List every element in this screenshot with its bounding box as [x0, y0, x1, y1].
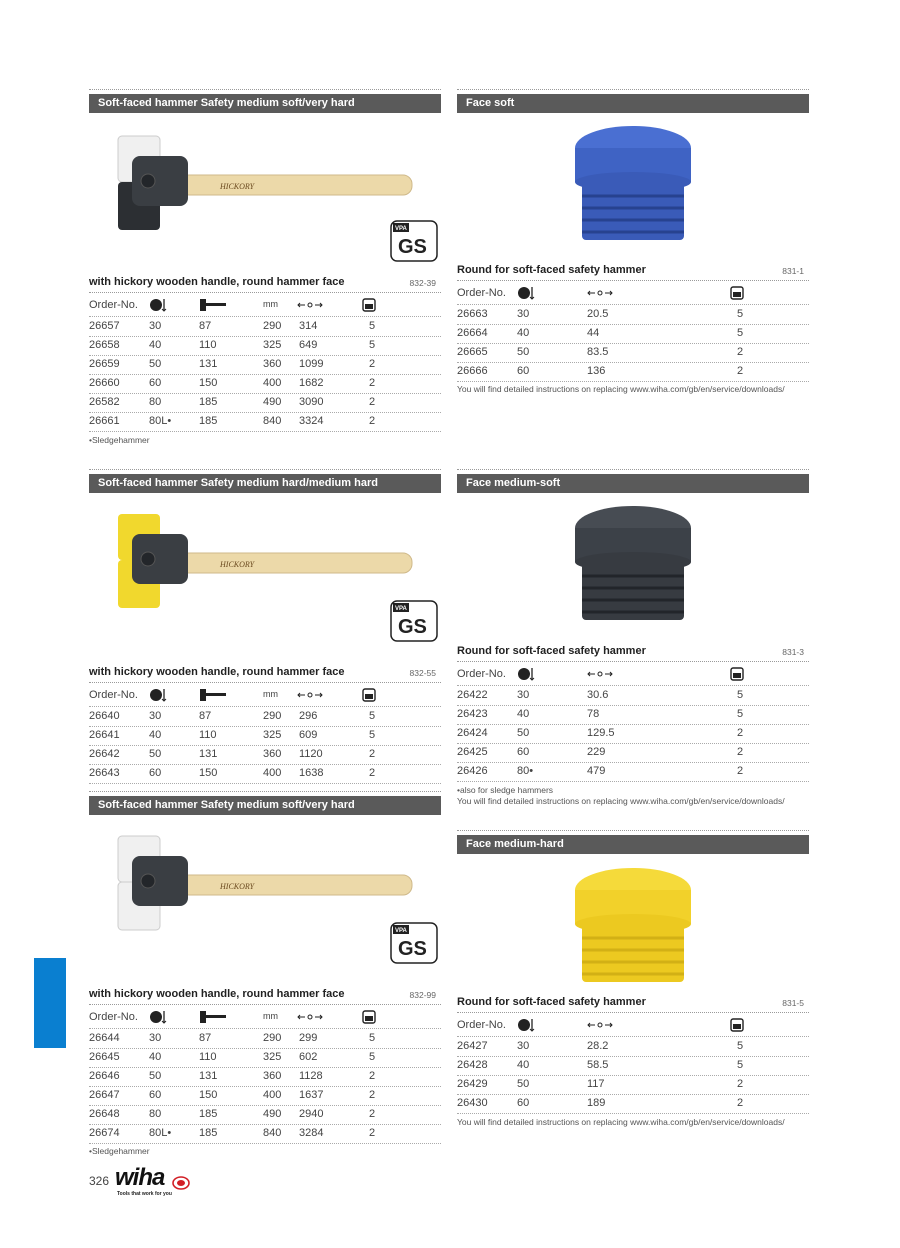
weight-icon [297, 300, 323, 310]
order-no-header: Order-No. [89, 1011, 138, 1023]
wiha-logo: wiha [115, 1164, 165, 1191]
package-quantity-icon [362, 688, 376, 702]
section-subtitle: Round for soft-faced safety hammer [457, 996, 646, 1008]
table-row: 26647 60 150 400 1637 2 [89, 1086, 441, 1106]
table-header [457, 665, 809, 686]
face-diameter-icon [517, 286, 535, 300]
mm-unit-label: mm [263, 689, 278, 699]
svg-text:VPA: VPA [395, 226, 407, 232]
face-image-blue [570, 120, 696, 244]
section-title: Face medium-soft [457, 474, 809, 493]
hammer-image-white-black [110, 830, 420, 938]
table-row: 26425 60 229 2 [457, 743, 809, 763]
section-title: Soft-faced hammer Safety medium soft/very hard [89, 94, 441, 113]
table-row: 26426 80• 479 2 [457, 762, 809, 782]
handle-brand-text: HICKORY [220, 560, 255, 569]
face-diameter-icon [149, 688, 167, 702]
instructions-note: You will find detailed instructions on replacing www.wiha.com/gb/en/service/downloads/ [457, 384, 785, 394]
section-title: Face soft [457, 94, 809, 113]
instructions-note: You will find detailed instructions on replacing www.wiha.com/gb/en/service/downloads/ [457, 1117, 785, 1127]
package-quantity-icon [730, 667, 744, 681]
page-number: 326 [89, 1174, 110, 1188]
table-row: 26664 40 44 5 [457, 324, 809, 344]
svg-text:VPA: VPA [395, 928, 407, 934]
footnote: •also for sledge hammers [457, 785, 554, 795]
package-quantity-icon [730, 286, 744, 300]
section-title: Soft-faced hammer Safety medium hard/medium hard [89, 474, 441, 493]
catalog-code: 831-1 [782, 266, 804, 276]
table-row: 26660 60 150 400 1682 2 [89, 374, 441, 394]
package-quantity-icon [730, 1018, 744, 1032]
weight-icon [587, 669, 613, 679]
table-row: 26643 60 150 400 1638 2 [89, 764, 441, 784]
face-diameter-icon [517, 1018, 535, 1032]
gs-safety-badge [390, 922, 438, 964]
hammer-image-yellow [110, 510, 420, 618]
gs-safety-badge [390, 600, 438, 642]
separator [89, 89, 441, 90]
table-row: 26423 40 78 5 [457, 705, 809, 725]
head-length-icon [199, 298, 227, 312]
hammer-image-white-black [110, 128, 420, 236]
catalog-code: 831-3 [782, 647, 804, 657]
face-image-black [570, 500, 696, 624]
section-title: Soft-faced hammer Safety medium soft/very hard [89, 796, 441, 815]
section-subtitle: Round for soft-faced safety hammer [457, 645, 646, 657]
table-row: 26666 60 136 2 [457, 362, 809, 382]
table-row: 26640 30 87 290 296 5 [89, 707, 441, 727]
section-subtitle: with hickory wooden handle, round hammer face [89, 276, 345, 288]
catalog-code: 832-99 [409, 990, 436, 1000]
face-diameter-icon [149, 298, 167, 312]
gs-safety-badge [390, 220, 438, 262]
mm-unit-label: mm [263, 299, 278, 309]
catalog-code: 832-39 [409, 278, 436, 288]
table-row: 26648 80 185 490 2940 2 [89, 1105, 441, 1125]
table-row: 26657 30 87 290 314 5 [89, 317, 441, 337]
section-title: Face medium-hard [457, 835, 809, 854]
table-row: 26428 40 58.5 5 [457, 1056, 809, 1076]
weight-icon [587, 288, 613, 298]
face-diameter-icon [149, 1010, 167, 1024]
table-row: 26645 40 110 325 602 5 [89, 1048, 441, 1068]
face-diameter-icon [517, 667, 535, 681]
footnote: •Sledgehammer [89, 435, 150, 445]
table-row: 26429 50 117 2 [457, 1075, 809, 1095]
table-row: 26427 30 28.2 5 [457, 1037, 809, 1057]
table-row: 26644 30 87 290 299 5 [89, 1029, 441, 1049]
order-no-header: Order-No. [457, 668, 506, 680]
mm-unit-label: mm [263, 1011, 278, 1021]
table-header [457, 1016, 809, 1037]
svg-text:GS: GS [398, 616, 427, 638]
order-no-header: Order-No. [457, 1019, 506, 1031]
head-length-icon [199, 688, 227, 702]
order-no-header: Order-No. [89, 689, 138, 701]
table-header [457, 284, 809, 305]
table-row: 26674 80L• 185 840 3284 2 [89, 1124, 441, 1144]
section-subtitle: with hickory wooden handle, round hammer face [89, 988, 345, 1000]
table-row: 26642 50 131 360 1120 2 [89, 745, 441, 765]
table-row: 26646 50 131 360 1128 2 [89, 1067, 441, 1087]
order-no-header: Order-No. [89, 299, 138, 311]
handle-brand-text: HICKORY [220, 882, 255, 891]
table-row: 26430 60 189 2 [457, 1094, 809, 1114]
section-subtitle: with hickory wooden handle, round hammer face [89, 666, 345, 678]
handle-brand-text: HICKORY [220, 182, 255, 191]
table-header [89, 1008, 441, 1029]
table-row: 26659 50 131 360 1099 2 [89, 355, 441, 375]
catalog-code: 831-5 [782, 998, 804, 1008]
table-row: 26658 40 110 325 649 5 [89, 336, 441, 356]
table-row: 26424 50 129.5 2 [457, 724, 809, 744]
weight-icon [297, 1012, 323, 1022]
package-quantity-icon [362, 1010, 376, 1024]
chapter-tab [34, 958, 66, 1048]
table-row: 26663 30 20.5 5 [457, 305, 809, 325]
table-row: 26665 50 83.5 2 [457, 343, 809, 363]
section-subtitle: Round for soft-faced safety hammer [457, 264, 646, 276]
table-header [89, 296, 441, 317]
footnote: •Sledgehammer [89, 1146, 150, 1156]
svg-text:GS: GS [398, 938, 427, 960]
table-row: 26422 30 30.6 5 [457, 686, 809, 706]
weight-icon [297, 690, 323, 700]
package-quantity-icon [362, 298, 376, 312]
table-row: 26582 80 185 490 3090 2 [89, 393, 441, 413]
face-image-yellow [570, 862, 696, 986]
wiha-logo-mark [172, 1176, 190, 1190]
brand-tagline: Tools that work for you [117, 1191, 172, 1197]
table-header [89, 686, 441, 707]
instructions-note: You will find detailed instructions on replacing www.wiha.com/gb/en/service/downloads/ [457, 796, 785, 806]
head-length-icon [199, 1010, 227, 1024]
table-row: 26661 80L• 185 840 3324 2 [89, 412, 441, 432]
order-no-header: Order-No. [457, 287, 506, 299]
weight-icon [587, 1020, 613, 1030]
table-row: 26641 40 110 325 609 5 [89, 726, 441, 746]
svg-text:VPA: VPA [395, 606, 407, 612]
svg-text:GS: GS [398, 236, 427, 258]
catalog-code: 832-55 [409, 668, 436, 678]
